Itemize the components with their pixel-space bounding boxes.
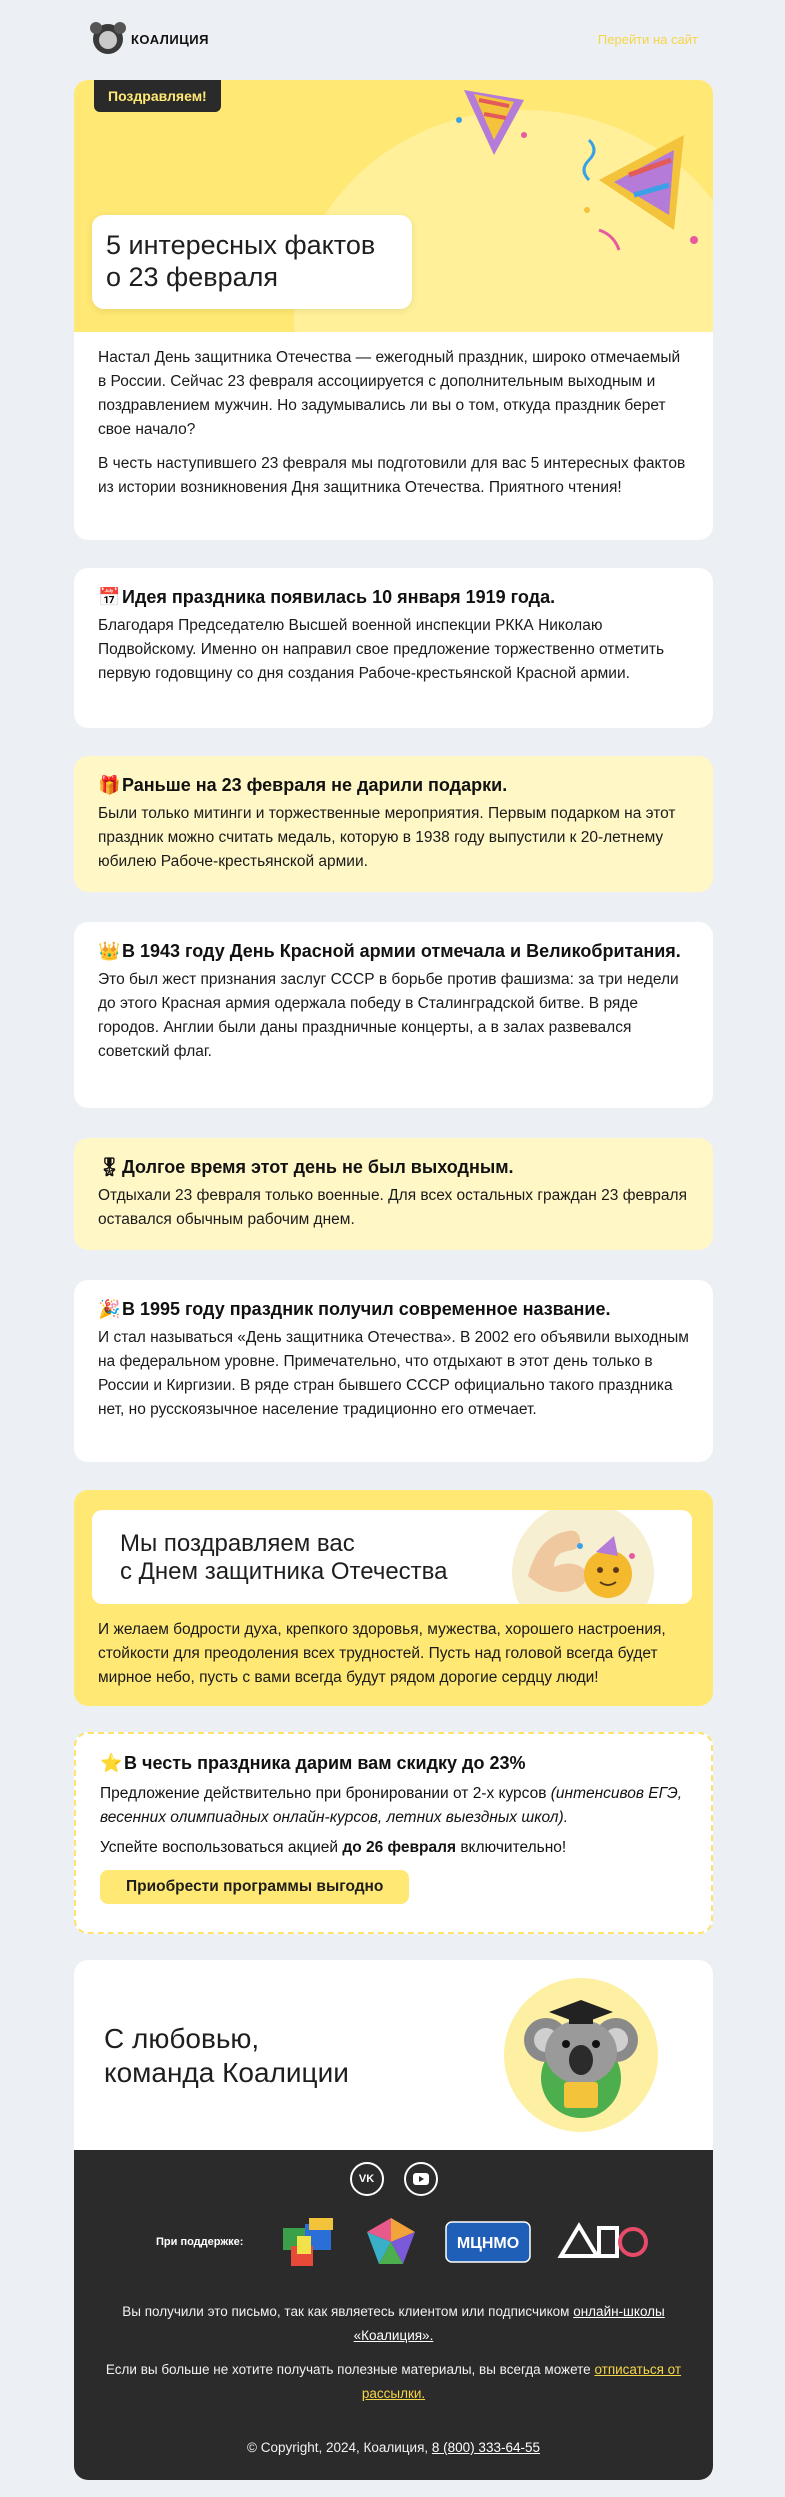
youtube-icon[interactable] [404, 2162, 438, 2196]
unsubscribe-note: Если вы больше не хотите получать полезные материалы, вы всегда можете отписаться от рассылки. [105, 2362, 682, 2401]
subscription-note: Вы получили это письмо, так как являетесь клиентом или подписчиком онлайн-школы «Коалиция». [122, 2304, 665, 2343]
flexed-biceps-icon [520, 1516, 640, 1604]
discount-deadline: Успейте воспользоваться акцией до 26 февраля включительно! [100, 1839, 567, 1856]
partner-gem-logo[interactable] [363, 2216, 419, 2268]
partner-mcnmo-logo[interactable] [445, 2221, 531, 2263]
discount-card [74, 1732, 713, 1934]
crown-icon: 👑 [98, 941, 121, 961]
email-header [93, 24, 698, 56]
party-cone-icon [579, 120, 709, 270]
email-footer [74, 2150, 713, 2480]
unsubscribe-link[interactable]: отписаться от рассылки. [361, 2362, 682, 2401]
congrats-banner [92, 1510, 692, 1604]
buy-programs-button[interactable]: Приобрести программы выгодно [100, 1870, 409, 1904]
congrats-card [74, 1490, 713, 1706]
fact-title: 🎉В 1995 году праздник получил современное название. [98, 1296, 689, 1322]
fact-title: 🎁Раньше на 23 февраля не дарили подарки. [98, 772, 689, 798]
phone-link[interactable]: 8 (800) 333-64-55 [431, 2440, 540, 2455]
fact-card [74, 1280, 713, 1462]
partner-cube-logo[interactable] [279, 2216, 337, 2268]
congrats-title: Мы поздравляем вас с Днем защитника Отечества [120, 1530, 448, 1585]
vk-icon[interactable]: VK [350, 2162, 384, 2196]
intro-text [74, 332, 713, 500]
koala-logo-icon [93, 24, 123, 54]
logo[interactable] [93, 24, 209, 54]
fact-card [74, 1138, 713, 1250]
discount-conditions: Предложение действительно при бронировании от 2-х курсов (интенсивов ЕГЭ, весенних олимпиадных онлайн-курсов, летних выездных школ). [100, 1785, 683, 1826]
calendar-icon: 📅 [98, 587, 121, 607]
fact-title: 🎖Долгое время этот день не был выходным. [98, 1154, 689, 1180]
svg-text:МЦНМО: МЦНМО [457, 2235, 520, 2252]
hero-banner [74, 80, 713, 332]
fact-text: Отдыхали 23 февраля только военные. Для всех остальных граждан 23 февраля оставался обычным рабочим днем. [98, 1187, 687, 1228]
intro-paragraph: В честь наступившего 23 февраля мы подготовили для вас 5 интересных фактов из истории возникновения Дня защитника Отечества. Приятного чтения! [98, 455, 686, 496]
congrats-text: И желаем бодрости духа, крепкого здоровья, мужества, хорошего настроения, стойкости для преодоления всех трудностей. Пусть над головой всегда будет мирное небо, пусть с вами всегда будут рядом дорогие сердцу люди! [98, 1621, 666, 1686]
fact-text: Были только митинги и торжественные мероприятия. Первым подарком на этот праздник можно считать медаль, которую в 1938 году выпустили к 20-летнему юбилею Рабоче-крестьянской армии. [98, 805, 676, 870]
signoff-text: С любовью, команда Коалиции [104, 2023, 349, 2088]
copyright: © Copyright, 2024, Коалиция, 8 (800) 333-64-55 [247, 2440, 540, 2455]
support-partners [156, 2216, 649, 2268]
koala-mascot [504, 1978, 658, 2132]
star-icon: ⭐ [100, 1753, 123, 1773]
fact-card [74, 568, 713, 728]
intro-card [74, 80, 713, 540]
congrats-badge: Поздравляем! [94, 80, 221, 112]
support-label: При поддержке: [156, 2236, 244, 2248]
koala-graduate-icon [504, 1978, 658, 2132]
fact-card [74, 756, 713, 892]
fact-text: Это был жест признания заслуг СССР в борьбе против фашизма: за три недели до этого Красная армия одержала победу в Сталинградской битве. В ряде городов. Англии были даны праздничные концерты, а в залах развевался советский флаг. [98, 971, 679, 1060]
logo-text: КОАЛИЦИЯ [131, 31, 209, 47]
gift-icon: 🎁 [98, 775, 121, 795]
discount-title: ⭐В честь праздника дарим вам скидку до 23% [100, 1750, 687, 1776]
go-to-site-link[interactable]: Перейти на сайт [597, 32, 698, 47]
fact-title: 📅Идея праздника появилась 10 января 1919 года. [98, 584, 689, 610]
partner-dpo-logo[interactable] [557, 2222, 649, 2262]
intro-paragraph: Настал День защитника Отечества — ежегодный праздник, широко отмечаемый в России. Сейчас 23 февраля ассоциируется с дополнительным выходным и поздравлением мужчин. Но задумывались ли вы о том, откуда праздник берет свое начало? [98, 349, 681, 438]
signoff-card [74, 1960, 713, 2150]
fact-title: 👑В 1943 году День Красной армии отмечала и Великобритания. [98, 938, 689, 964]
fact-text: И стал называться «День защитника Отечества». В 2002 его объявили выходным на федеральном уровне. Примечательно, что отдыхают в этот день только в России и Киргизии. В ряде стран бывшего СССР официально такого праздника нет, но русскоязычное население традиционно его отмечает. [98, 1329, 689, 1418]
medal-icon: 🎖 [98, 1157, 121, 1177]
party-popper-icon: 🎉 [98, 1299, 121, 1319]
social-links [74, 2162, 713, 2196]
hero-title: 5 интересных фактов о 23 февраля [92, 215, 412, 309]
fact-card [74, 922, 713, 1108]
party-cone-icon [454, 80, 534, 160]
fact-text: Благодаря Председателю Высшей военной инспекции РККА Николаю Подвойскому. Именно он направил свое предложение торжественно отметить первую годовщину со дня создания Рабоче-крестьянской Красной армии. [98, 617, 665, 682]
school-link[interactable]: онлайн-школы «Коалиция». [353, 2304, 665, 2343]
